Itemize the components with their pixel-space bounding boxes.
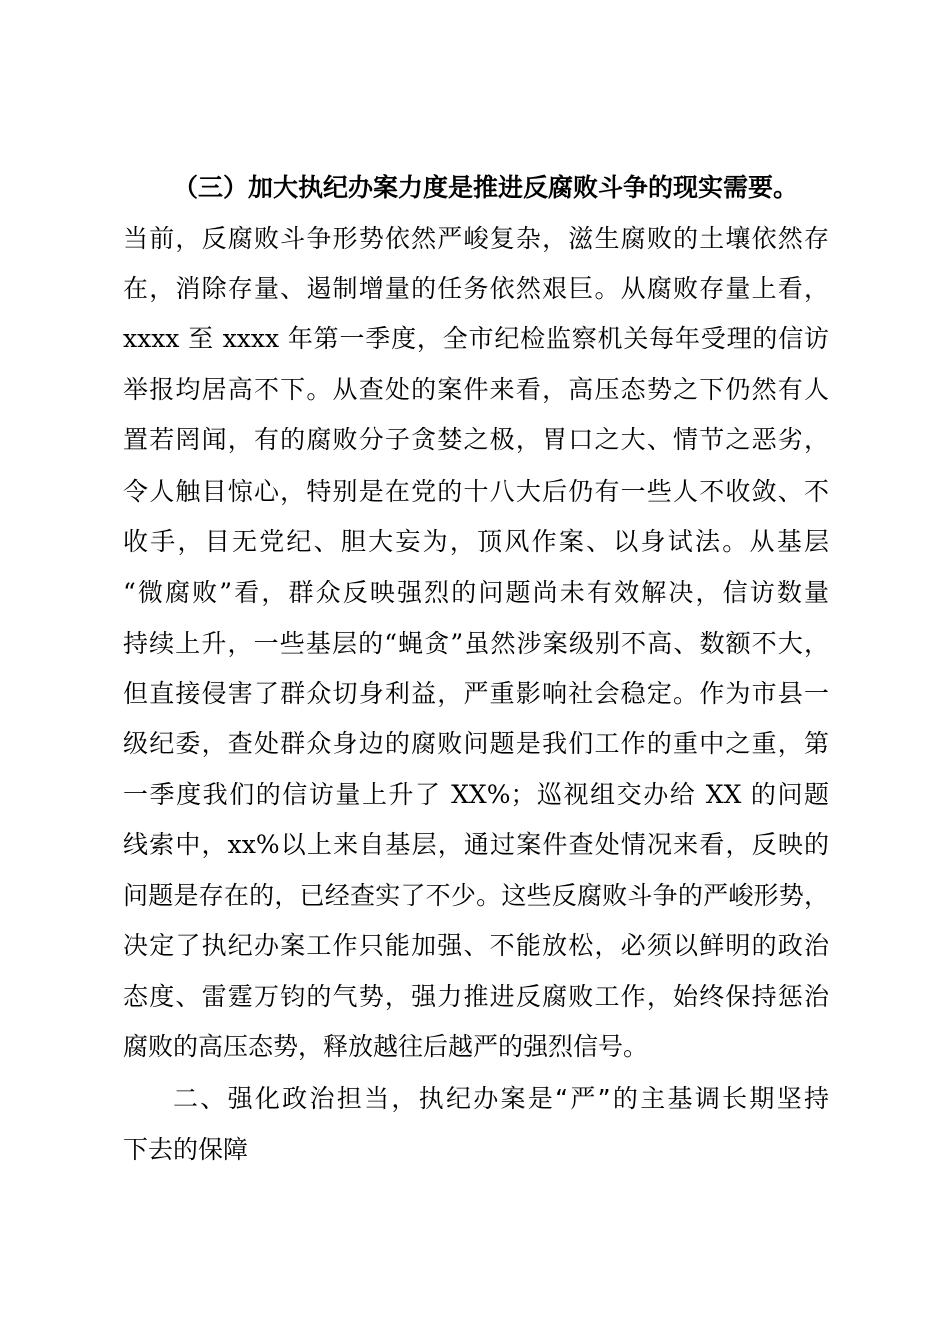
paragraph-line: 线索中，xx%以上来自基层，通过案件查处情况来看，反映的: [123, 830, 829, 859]
paragraph-line: 置若罔闻，有的腐败分子贪婪之极，胃口之大、情节之恶劣，: [123, 425, 829, 454]
paragraph-line: 一季度我们的信访量上升了 XX%；巡视组交办给 XX 的问题: [123, 780, 829, 809]
paragraph-line: 决定了执纪办案工作只能加强、不能放松，必须以鲜明的政治: [123, 931, 829, 960]
paragraph-line: xxxx 至 xxxx 年第一季度，全市纪检监察机关每年受理的信访: [123, 324, 829, 353]
paragraph-line: 收手，目无党纪、胆大妄为，顶风作案、以身试法。从基层: [123, 527, 829, 556]
chapter-heading-line-2: 下去的保障: [123, 1135, 249, 1164]
paragraph-line: 态度、雷霆万钧的气势，强力推进反腐败工作，始终保持惩治: [123, 982, 829, 1011]
paragraph-line: 当前，反腐败斗争形势依然严峻复杂，滋生腐败的土壤依然存: [123, 224, 829, 253]
paragraph-line: 令人触目惊心，特别是在党的十八大后仍有一些人不收敛、不: [123, 477, 829, 506]
paragraph-line: 问题是存在的，已经查实了不少。这些反腐败斗争的严峻形势，: [123, 881, 829, 910]
chapter-heading-line-1: 二、强化政治担当，执纪办案是“严”的主基调长期坚持: [173, 1084, 829, 1113]
paragraph-line: 但直接侵害了群众切身利益，严重影响社会稳定。作为市县一: [123, 679, 829, 708]
paragraph-line: “微腐败”看，群众反映强烈的问题尚未有效解决，信访数量: [123, 578, 829, 607]
paragraph-line: 举报均居高不下。从查处的案件来看，高压态势之下仍然有人: [123, 375, 829, 404]
section-heading: （三）加大执纪办案力度是推进反腐败斗争的现实需要。: [173, 173, 799, 202]
paragraph-line: 级纪委，查处群众身边的腐败问题是我们工作的重中之重，第: [123, 729, 829, 758]
paragraph-line: 腐败的高压态势，释放越往后越严的强烈信号。: [123, 1032, 649, 1061]
paragraph-line: 持续上升，一些基层的“蝇贪”虽然涉案级别不高、数额不大，: [123, 629, 829, 658]
paragraph-line: 在，消除存量、遏制增量的任务依然艰巨。从腐败存量上看，: [123, 274, 829, 303]
